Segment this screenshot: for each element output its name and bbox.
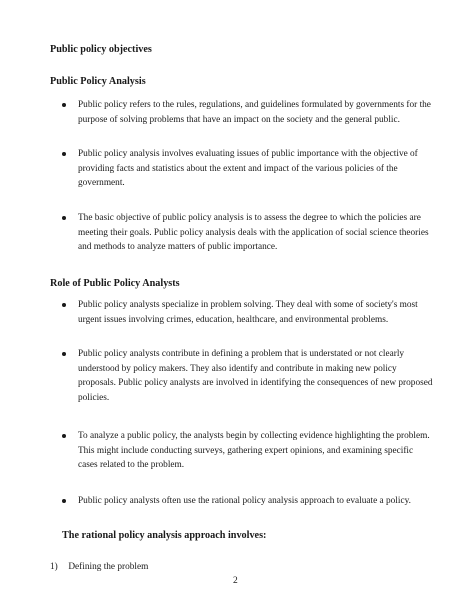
bullet-icon (62, 303, 66, 307)
bullet-icon (62, 216, 66, 220)
subheading-rational-approach: The rational policy analysis approach involves: (62, 530, 267, 541)
list-item-text: Public policy analysis involves evaluating issues of public importance with the objective of providing facts and statistics about the extent and impact of the various policies of the government. (78, 149, 418, 189)
list-item-text: Public policy analysts contribute in defining a problem that is understated or not clearly understood by policy makers. They also identify and contribute in making new policy proposals. Public policy analysts are involved in identifying the consequences of new proposed policies. (78, 349, 433, 403)
list-item-text: The basic objective of public policy analysis is to assess the degree to which the policies are meeting their goals. Public policy analysis deals with the application of social science theories and methods to analyze matters of public importance. (78, 213, 429, 253)
document-title: Public policy objectives (50, 44, 152, 55)
bullet-icon (62, 434, 66, 438)
page-number: 2 (233, 576, 238, 586)
section-heading-public-policy-analysis: Public Policy Analysis (50, 76, 146, 87)
bullet-icon (62, 352, 66, 356)
section-heading-role-of-analysts: Role of Public Policy Analysts (50, 278, 180, 289)
bullet-icon (62, 103, 66, 107)
list-number: 1) (50, 562, 58, 572)
bullet-icon (62, 152, 66, 156)
numbered-list-item-text: Defining the problem (68, 562, 149, 572)
numbered-list-item (50, 562, 148, 572)
list-item-text: Public policy analysts often use the rational policy analysis approach to evaluate a policy. (78, 496, 411, 506)
bullet-icon (62, 499, 66, 503)
list-item-text: Public policy analysts specialize in problem solving. They deal with some of society's most urgent issues involving crimes, education, healthcare, and environmental problems. (78, 300, 418, 325)
list-item-text: To analyze a public policy, the analysts begin by collecting evidence highlighting the problem. This might include conducting surveys, gathering expert opinions, and examining specific cases related to the problem. (78, 431, 430, 471)
list-item-text: Public policy refers to the rules, regulations, and guidelines formulated by governments for the purpose of solving problems that have an impact on the society and the general public. (78, 100, 431, 125)
